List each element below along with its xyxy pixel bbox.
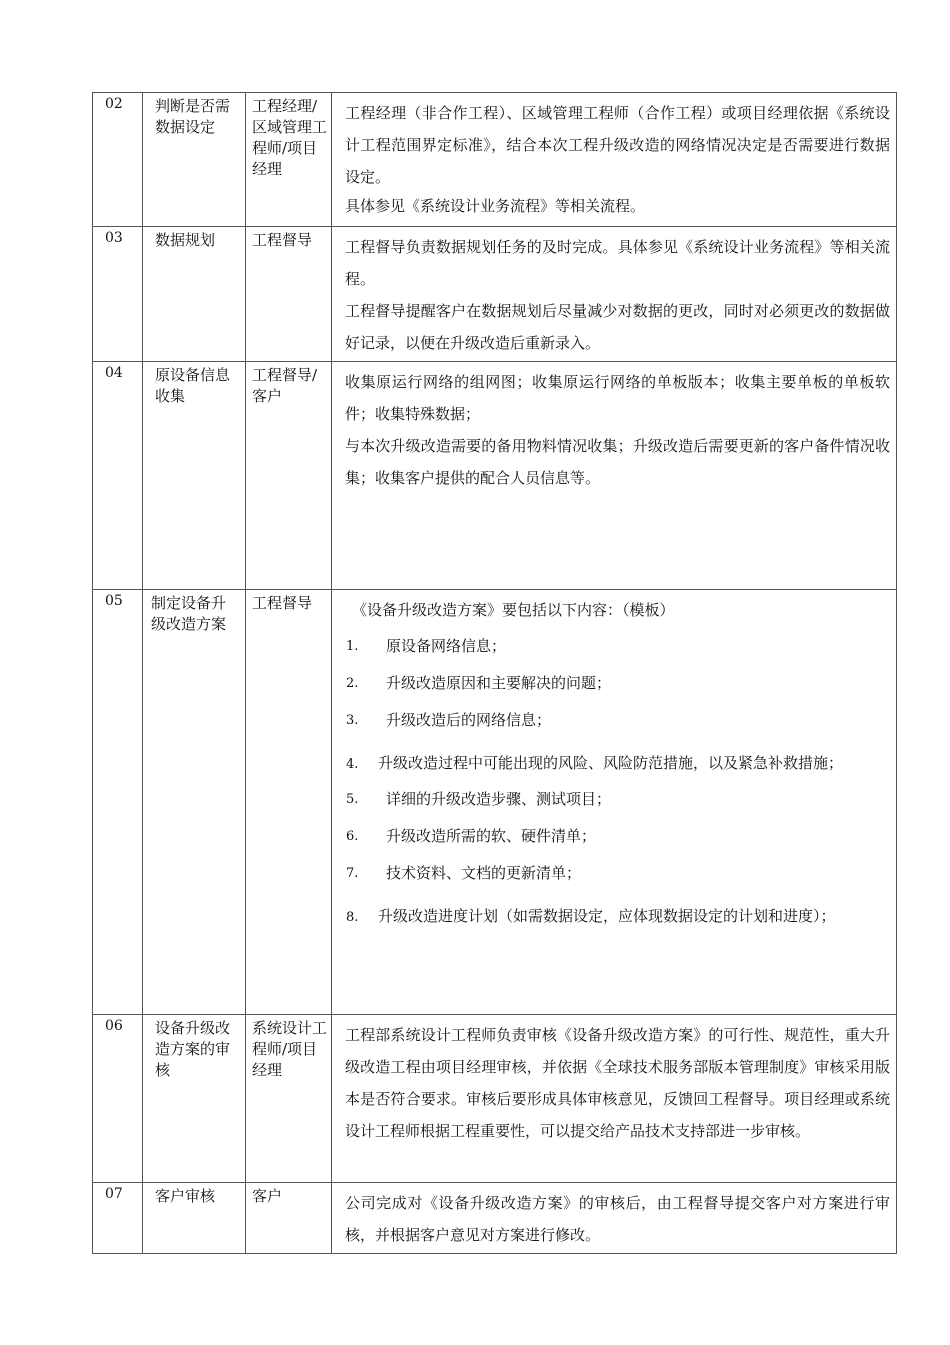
list-item: 6. 升级改造所需的软、硬件清单； xyxy=(346,827,597,845)
description-paragraph: 工程督导负责数据规划任务的及时完成。具体参见《系统设计业务流程》等相关流程。 xyxy=(345,238,890,288)
step-role: 工程督导/客户 xyxy=(246,362,332,590)
step-role: 工程督导 xyxy=(246,227,332,362)
step-number: 03 xyxy=(93,227,143,362)
list-item: 5. 详细的升级改造步骤、测试项目； xyxy=(346,790,612,808)
description-paragraph: 工程经理（非合作工程）、区域管理工程师（合作工程）或项目经理依据《系统设计工程范围界定标准》，结合本次工程升级改造的网络情况决定是否需要进行数据设定。 xyxy=(345,104,890,186)
process-table xyxy=(92,92,897,1254)
step-name: 原设备信息收集 xyxy=(143,362,246,590)
step-role: 工程督导 xyxy=(246,590,332,1015)
list-item: 2. 升级改造原因和主要解决的问题； xyxy=(346,674,612,692)
table-row xyxy=(93,590,897,1015)
table-row xyxy=(93,1015,897,1183)
list-item: 4. 升级改造过程中可能出现的风险、风险防范措施，以及紧急补救措施； xyxy=(346,754,844,772)
list-item: 1. 原设备网络信息； xyxy=(346,637,507,655)
description-paragraph: 与本次升级改造需要的备用物料情况收集；升级改造后需要更新的客户备件情况收集；收集客户提供的配合人员信息等。 xyxy=(345,437,890,487)
step-number: 04 xyxy=(93,362,143,590)
step-name: 判断是否需数据设定 xyxy=(143,93,246,227)
step-name: 制定设备升级改造方案 xyxy=(143,590,246,1015)
step-number: 06 xyxy=(93,1015,143,1183)
step-name: 客户审核 xyxy=(143,1183,246,1254)
table-row xyxy=(93,1183,897,1254)
step-role: 客户 xyxy=(246,1183,332,1254)
description-paragraph: 具体参见《系统设计业务流程》等相关流程。 xyxy=(345,197,646,215)
step-name: 数据规划 xyxy=(143,227,246,362)
list-item: 3. 升级改造后的网络信息； xyxy=(346,711,552,729)
step-name: 设备升级改造方案的审核 xyxy=(143,1015,246,1183)
description-paragraph: 收集原运行网络的组网图；收集原运行网络的单板版本；收集主要单板的单板软件；收集特殊数据； xyxy=(345,373,890,423)
list-item: 7. 技术资料、文档的更新清单； xyxy=(346,864,582,882)
step-description xyxy=(332,1183,897,1254)
plan-intro: 《设备升级改造方案》要包括以下内容：（模板） xyxy=(352,601,675,619)
description-paragraph: 公司完成对《设备升级改造方案》的审核后，由工程督导提交客户对方案进行审核，并根据客户意见对方案进行修改。 xyxy=(345,1194,890,1244)
table-row xyxy=(93,227,897,362)
step-role: 工程经理/区域管理工程师/项目经理 xyxy=(246,93,332,227)
table-row xyxy=(93,362,897,590)
step-description xyxy=(332,590,897,1015)
step-description xyxy=(332,362,897,590)
step-role: 系统设计工程师/项目经理 xyxy=(246,1015,332,1183)
step-description xyxy=(332,1015,897,1183)
table-row xyxy=(93,93,897,227)
step-number: 02 xyxy=(93,93,143,227)
list-item: 8. 升级改造进度计划（如需数据设定，应体现数据设定的计划和进度）； xyxy=(346,907,836,925)
step-number: 07 xyxy=(93,1183,143,1254)
step-description xyxy=(332,227,897,362)
step-description xyxy=(332,93,897,227)
step-number: 05 xyxy=(93,590,143,1015)
description-paragraph: 工程部系统设计工程师负责审核《设备升级改造方案》的可行性、规范性，重大升级改造工程由项目经理审核，并依据《全球技术服务部版本管理制度》审核采用版本是否符合要求。审核后要形成具体审核意见，反馈回工程督导。项目经理或系统设计工程师根据工程重要性，可以提交给产品技术支持部进一步审核。 xyxy=(345,1026,890,1140)
description-paragraph: 工程督导提醒客户在数据规划后尽量减少对数据的更改，同时对必须更改的数据做好记录，以便在升级改造后重新录入。 xyxy=(345,302,890,352)
